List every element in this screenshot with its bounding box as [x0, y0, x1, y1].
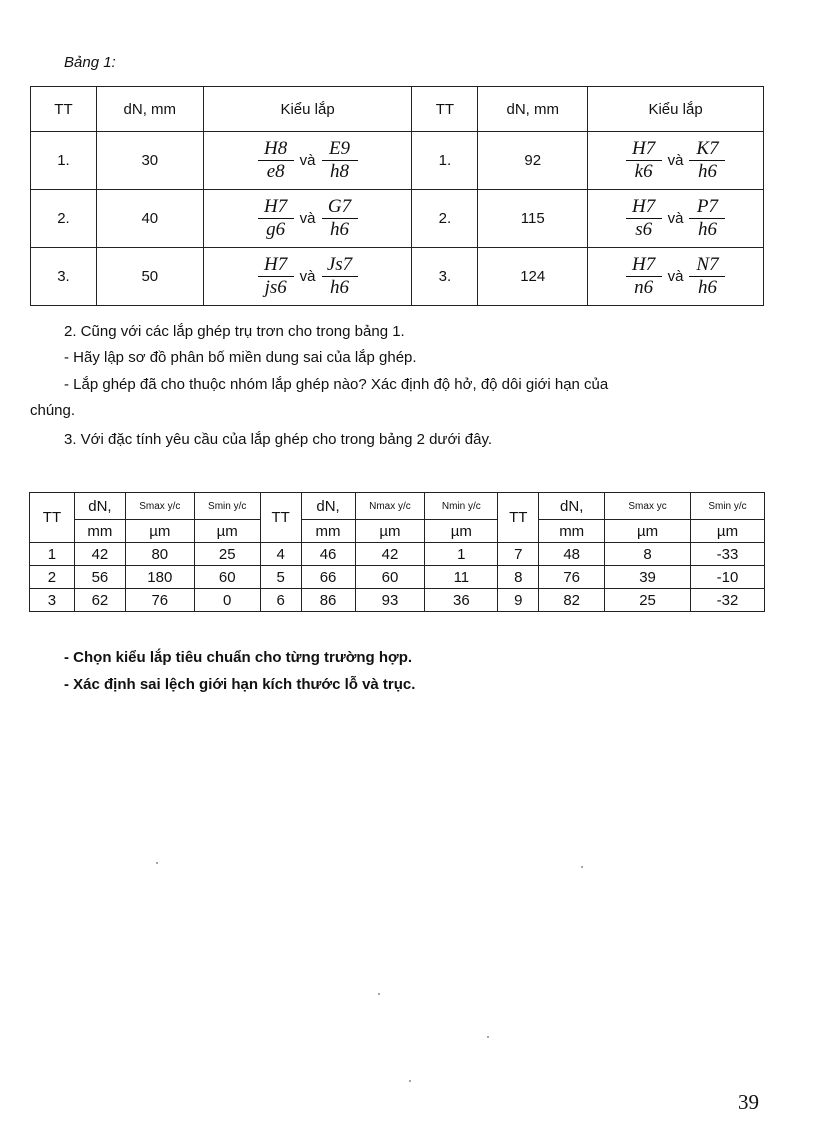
cell: 11 — [425, 566, 498, 589]
cell: 3 — [30, 589, 75, 612]
scan-speck — [378, 993, 380, 995]
cell-fit: $\frac{H8}{e8}$ và $\frac{E9}{h8}$ — [203, 132, 412, 190]
fit-fraction: $\frac{H7}{k6}$ — [626, 138, 662, 183]
table-1 — [30, 86, 764, 306]
cell: 86 — [301, 589, 355, 612]
cell: 9 — [498, 589, 539, 612]
header-tt: TT — [498, 493, 539, 543]
unit-um: µm — [194, 520, 260, 543]
scan-speck — [581, 866, 583, 868]
header-dn: dN, — [301, 493, 355, 520]
fit-fraction: $\frac{E9}{h8}$ — [322, 138, 358, 183]
header-kieu-lap: Kiểu lắp — [203, 87, 412, 132]
table1-header-row — [31, 87, 764, 132]
header-tt: TT — [412, 87, 478, 132]
fit-fraction: $\frac{H7}{g6}$ — [258, 196, 294, 241]
instruction-1: - Chọn kiểu lắp tiêu chuẩn cho từng trường hợp. — [64, 649, 413, 666]
scan-speck — [156, 862, 158, 864]
cell: -33 — [691, 543, 765, 566]
header-tt: TT — [260, 493, 301, 543]
cell: -32 — [691, 589, 765, 612]
cell: 93 — [355, 589, 425, 612]
header-dn: dN, — [74, 493, 125, 520]
table-row — [31, 248, 764, 306]
unit-mm: mm — [539, 520, 605, 543]
paragraph: chúng. — [30, 402, 76, 419]
cell: 2 — [30, 566, 75, 589]
cell-dn: 50 — [96, 248, 203, 306]
header-tt: TT — [31, 87, 97, 132]
cell: 4 — [260, 543, 301, 566]
cell-dn: 30 — [96, 132, 203, 190]
table2-header-row — [30, 493, 765, 520]
cell: 5 — [260, 566, 301, 589]
header-smin: Smin y/c — [691, 493, 765, 520]
table-row — [30, 543, 765, 566]
header-kieu-lap: Kiểu lắp — [588, 87, 764, 132]
cell: 76 — [125, 589, 194, 612]
paragraph: 2. Cũng với các lắp ghép trụ trơn cho trong bảng 1. — [64, 323, 405, 340]
unit-um: µm — [605, 520, 691, 543]
fit-fraction: $\frac{K7}{h6}$ — [689, 138, 725, 183]
cell-tt: 3. — [412, 248, 478, 306]
instruction-2: - Xác định sai lệch giới hạn kích thước lỗ và trục. — [64, 676, 416, 693]
cell-dn: 92 — [478, 132, 588, 190]
header-nmax: Nmax y/c — [355, 493, 425, 520]
cell-tt: 1. — [31, 132, 97, 190]
cell-fit: $\frac{H7}{g6}$ và $\frac{G7}{h6}$ — [203, 190, 412, 248]
header-dn: dN, mm — [478, 87, 588, 132]
cell: 66 — [301, 566, 355, 589]
fit-fraction: $\frac{Js7}{h6}$ — [322, 254, 358, 299]
header-dn: dN, — [539, 493, 605, 520]
cell-tt: 2. — [31, 190, 97, 248]
cell: 80 — [125, 543, 194, 566]
fit-fraction: $\frac{H7}{s6}$ — [626, 196, 662, 241]
fit-fraction: $\frac{N7}{h6}$ — [689, 254, 725, 299]
cell: 60 — [355, 566, 425, 589]
unit-um: µm — [125, 520, 194, 543]
page-number: 39 — [738, 1090, 759, 1114]
cell: 48 — [539, 543, 605, 566]
cell-fit: $\frac{H7}{k6}$ và $\frac{K7}{h6}$ — [588, 132, 764, 190]
paragraph: 3. Với đặc tính yêu cầu của lắp ghép cho trong bảng 2 dưới đây. — [64, 431, 493, 448]
fit-fraction: $\frac{P7}{h6}$ — [689, 196, 725, 241]
unit-mm: mm — [301, 520, 355, 543]
cell-fit: $\frac{H7}{n6}$ và $\frac{N7}{h6}$ — [588, 248, 764, 306]
cell: 180 — [125, 566, 194, 589]
cell-tt: 3. — [31, 248, 97, 306]
cell: 0 — [194, 589, 260, 612]
cell: 76 — [539, 566, 605, 589]
cell: 25 — [605, 589, 691, 612]
cell: 46 — [301, 543, 355, 566]
cell: 1 — [425, 543, 498, 566]
cell: 42 — [74, 543, 125, 566]
cell: 8 — [498, 566, 539, 589]
header-dn: dN, mm — [96, 87, 203, 132]
cell: 82 — [539, 589, 605, 612]
header-smin: Smin y/c — [194, 493, 260, 520]
header-tt: TT — [30, 493, 75, 543]
fit-fraction: $\frac{G7}{h6}$ — [322, 196, 358, 241]
cell: 56 — [74, 566, 125, 589]
cell: 62 — [74, 589, 125, 612]
table-row — [31, 190, 764, 248]
header-smax: Smax yc — [605, 493, 691, 520]
scan-speck — [409, 1080, 411, 1082]
table-row — [30, 589, 765, 612]
unit-um: µm — [691, 520, 765, 543]
fit-fraction: $\frac{H7}{js6}$ — [258, 254, 294, 299]
cell-fit: $\frac{H7}{js6}$ và $\frac{Js7}{h6}$ — [203, 248, 412, 306]
fit-fraction: $\frac{H7}{n6}$ — [626, 254, 662, 299]
cell: -10 — [691, 566, 765, 589]
table2-unit-row — [30, 520, 765, 543]
cell-dn: 124 — [478, 248, 588, 306]
cell-tt: 2. — [412, 190, 478, 248]
cell: 36 — [425, 589, 498, 612]
table-2 — [29, 492, 765, 612]
cell: 8 — [605, 543, 691, 566]
cell-tt: 1. — [412, 132, 478, 190]
header-nmin: Nmin y/c — [425, 493, 498, 520]
cell-dn: 115 — [478, 190, 588, 248]
cell: 39 — [605, 566, 691, 589]
table-row — [30, 566, 765, 589]
table-row — [31, 132, 764, 190]
cell: 6 — [260, 589, 301, 612]
cell: 42 — [355, 543, 425, 566]
scan-speck — [487, 1036, 489, 1038]
unit-um: µm — [355, 520, 425, 543]
cell-fit: $\frac{H7}{s6}$ và $\frac{P7}{h6}$ — [588, 190, 764, 248]
unit-mm: mm — [74, 520, 125, 543]
unit-um: µm — [425, 520, 498, 543]
cell: 7 — [498, 543, 539, 566]
cell-dn: 40 — [96, 190, 203, 248]
fit-fraction: $\frac{H8}{e8}$ — [258, 138, 294, 183]
paragraph: - Hãy lập sơ đồ phân bố miền dung sai của lắp ghép. — [64, 349, 417, 366]
paragraph: - Lắp ghép đã cho thuộc nhóm lắp ghép nào? Xác định độ hở, độ dôi giới hạn của — [64, 376, 609, 393]
header-smax: Smax y/c — [125, 493, 194, 520]
table1-caption: Bảng 1: — [64, 54, 116, 71]
cell: 25 — [194, 543, 260, 566]
cell: 60 — [194, 566, 260, 589]
cell: 1 — [30, 543, 75, 566]
